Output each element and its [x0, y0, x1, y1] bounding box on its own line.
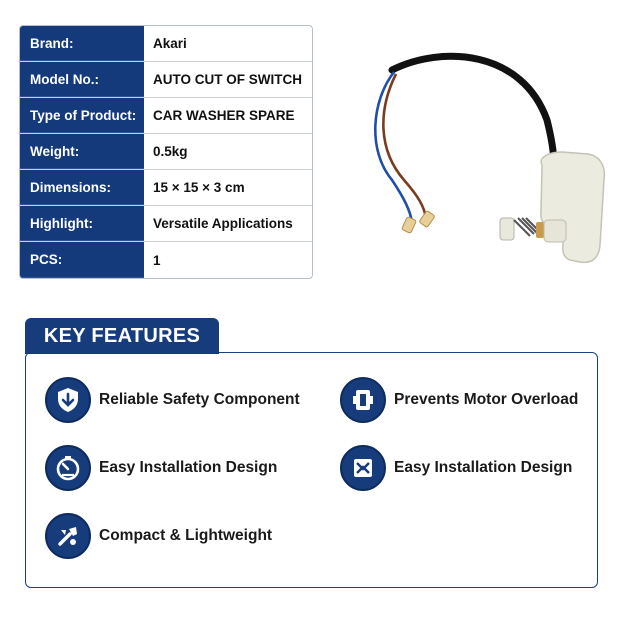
spec-row-highlight	[20, 206, 312, 242]
spec-label: PCS:	[20, 242, 144, 278]
spec-label: Highlight:	[20, 206, 144, 241]
feature-label: Easy Installation Design	[99, 459, 278, 476]
spec-label: Type of Product:	[20, 98, 144, 133]
motor-icon	[340, 377, 386, 423]
spec-row-pcs	[20, 242, 312, 278]
spec-value: 0.5kg	[153, 144, 188, 159]
gauge-icon	[45, 445, 91, 491]
spec-value: 1	[153, 252, 161, 268]
spec-table	[19, 25, 313, 279]
shield-check-icon	[45, 377, 91, 423]
spec-label: Brand:	[20, 26, 144, 61]
spec-row-brand	[20, 26, 312, 62]
spec-row-weight	[20, 134, 312, 170]
wrench-icon	[45, 513, 91, 559]
spec-row-dimensions	[20, 170, 312, 206]
feature-item	[340, 377, 578, 423]
feature-label: Reliable Safety Component	[99, 391, 300, 408]
spec-row-type	[20, 98, 312, 134]
product-image	[352, 40, 614, 280]
spec-label: Model No.:	[20, 62, 144, 97]
installation-icon	[340, 445, 386, 491]
spec-value: Versatile Applications	[153, 216, 293, 231]
spec-label: Weight:	[20, 134, 144, 169]
feature-item	[340, 445, 572, 491]
feature-label: Compact & Lightweight	[99, 527, 273, 544]
spec-value: 15 × 15 × 3 cm	[153, 180, 245, 195]
spec-value: CAR WASHER SPARE	[153, 108, 295, 123]
spec-value: Akari	[153, 36, 187, 51]
feature-item	[45, 513, 272, 559]
spec-row-model	[20, 62, 312, 98]
feature-item	[45, 445, 277, 491]
key-features-title: KEY FEATURES	[25, 318, 219, 354]
spec-label: Dimensions:	[20, 170, 144, 205]
feature-label: Easy Installation Design	[394, 459, 573, 476]
feature-label: Prevents Motor Overload	[394, 391, 579, 408]
spec-value: AUTO CUT OF SWITCH	[153, 72, 302, 87]
feature-item	[45, 377, 300, 423]
